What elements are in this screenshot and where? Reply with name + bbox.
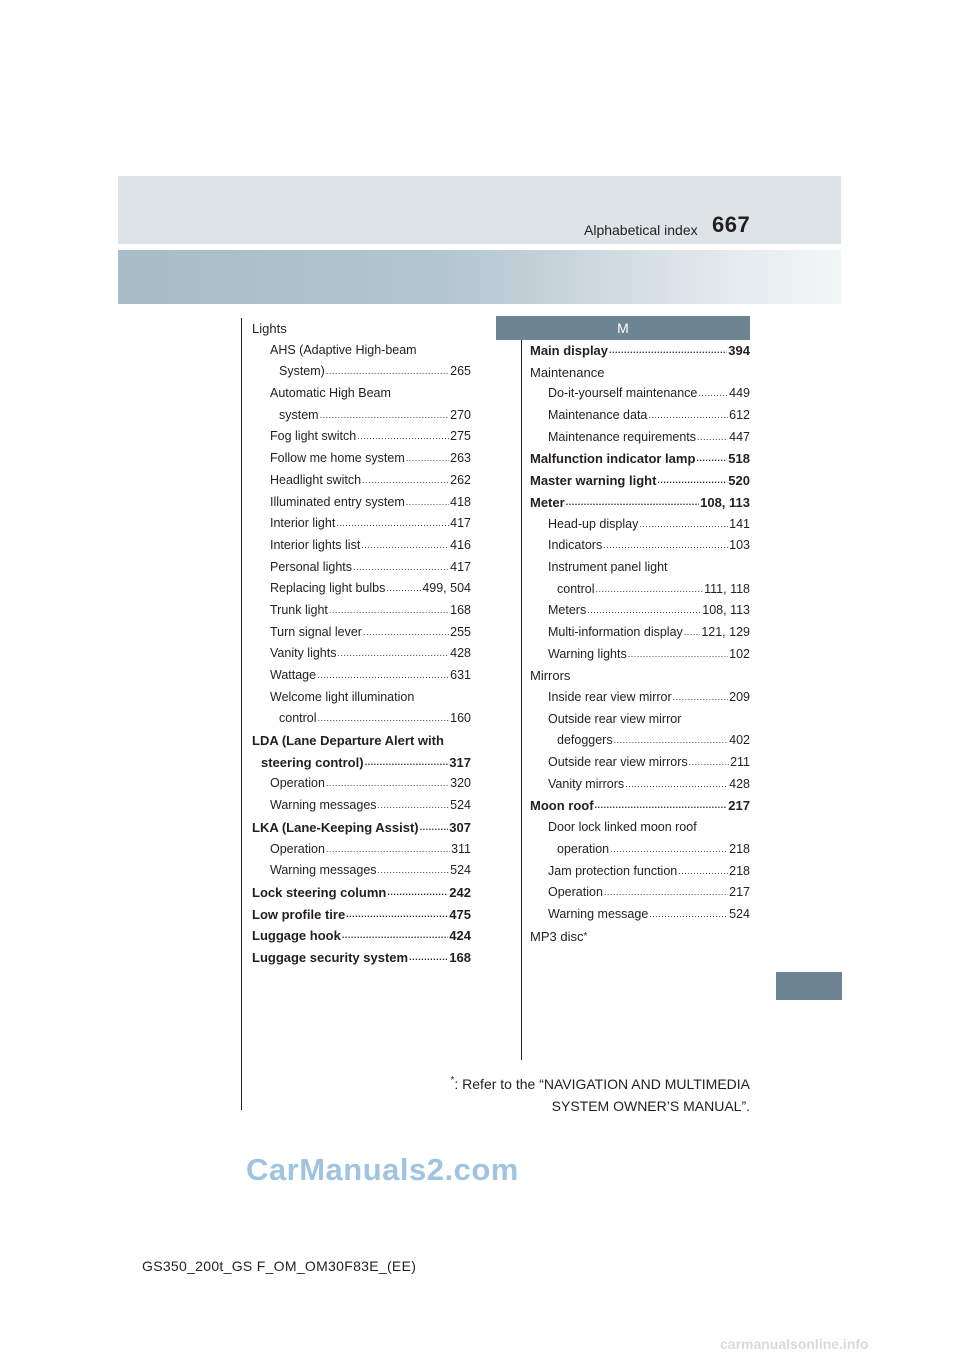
index-entry-page: 160: [450, 711, 471, 726]
index-entry-page: 102: [729, 646, 750, 661]
index-entry-page: 631: [450, 668, 471, 682]
index-entry-page: 317: [449, 754, 471, 770]
index-entry-page: 524: [450, 863, 471, 878]
index-entry-text: Do-it-yourself maintenance: [548, 386, 698, 401]
index-entry-page: 418: [450, 494, 471, 509]
index-entry: [252, 340, 471, 362]
site-watermark: carmanualsonline.info: [720, 1336, 869, 1352]
index-entry-text: Turn signal lever: [270, 624, 362, 639]
leader-dots: [378, 860, 450, 882]
index-entry-text: Lights: [252, 321, 287, 336]
index-entry-page: 428: [729, 776, 750, 791]
index-entry-page: 449: [729, 386, 750, 401]
index-entry: [530, 340, 750, 362]
index-entry-text: Operation: [270, 776, 325, 791]
index-entry-page: 524: [729, 906, 750, 921]
footnote-line-2: SYSTEM OWNER’S MANUAL”.: [551, 1098, 750, 1114]
index-entry: [252, 578, 471, 600]
index-entry-page: 111, 118: [704, 581, 750, 596]
index-entry: [252, 904, 471, 926]
leader-dots: [609, 340, 727, 362]
page-number: 667: [712, 212, 751, 237]
leader-dots: [320, 405, 450, 427]
index-entry-text: Welcome light illumination: [270, 689, 415, 704]
index-entry-page: 103: [729, 538, 750, 553]
index-entry-text: AHS (Adaptive High-beam: [270, 342, 417, 357]
index-entry: [530, 839, 750, 861]
index-entry: [530, 774, 750, 796]
index-entry: [252, 318, 471, 340]
index-entry-text: Jam protection function: [548, 863, 678, 878]
index-entry-text: Warning message: [548, 906, 649, 921]
index-entry-page: 265: [450, 364, 471, 379]
index-entry-page: 416: [450, 537, 471, 552]
leader-dots: [628, 644, 728, 666]
watermark-logo: CarManuals2.com: [246, 1152, 519, 1187]
index-entry-text: Luggage hook: [252, 928, 341, 944]
leader-dots: [678, 861, 728, 883]
document-code: GS350_200t_GS F_OM_OM30F83E_(EE): [142, 1258, 417, 1274]
index-entry-text: Interior lights list: [270, 537, 361, 552]
leader-dots: [657, 470, 727, 492]
index-entry-text: Door lock linked moon roof: [548, 820, 697, 835]
index-entry-page: 524: [450, 798, 471, 813]
leader-dots: [587, 600, 701, 622]
index-entry-text: Outside rear view mirror: [548, 711, 682, 726]
index-entry: [530, 926, 750, 948]
index-entry: [530, 882, 750, 904]
index-entry: [252, 708, 471, 730]
leader-dots: [420, 817, 449, 839]
index-entry-page: 168: [450, 602, 471, 617]
index-entry-text: Operation: [270, 841, 325, 856]
section-title: Alphabetical index: [584, 222, 698, 238]
index-entry: [252, 361, 471, 383]
index-entry: [530, 644, 750, 666]
index-entry-page: 141: [729, 516, 750, 531]
leader-dots: [326, 839, 450, 861]
index-entry-text: Warning messages: [270, 798, 377, 813]
index-entry-page: 218: [729, 863, 750, 878]
index-entry: [530, 514, 750, 536]
index-entry: [252, 470, 471, 492]
footnote: [380, 1070, 750, 1117]
index-entry: [252, 622, 471, 644]
index-entry-text: System): [279, 364, 325, 379]
leader-dots: [357, 426, 449, 448]
index-entry-text: Head-up display: [548, 516, 639, 531]
leader-dots: [673, 687, 729, 709]
middle-column-rule: [521, 340, 522, 1060]
leader-dots: [362, 470, 449, 492]
leader-dots: [336, 513, 449, 535]
leader-dots: [698, 383, 728, 405]
leader-dots: [361, 535, 449, 557]
leader-dots: [625, 774, 728, 796]
leader-dots: [610, 839, 728, 861]
index-entry: [530, 817, 750, 839]
index-entry-page: 320: [450, 776, 471, 791]
index-entry: [252, 426, 471, 448]
index-entry-text: Main display: [530, 343, 609, 358]
index-entry-page: 612: [729, 408, 750, 423]
index-entry: [252, 665, 471, 687]
leader-dots: [603, 535, 728, 557]
leader-dots: [684, 622, 701, 644]
leader-dots: [649, 904, 728, 926]
leader-dots: [318, 708, 450, 730]
index-entry-page: 211: [730, 755, 750, 770]
index-entry: [252, 860, 471, 882]
asterisk-marker: *: [583, 930, 588, 942]
leader-dots: [386, 578, 421, 600]
index-entry-page: 402: [729, 733, 750, 748]
index-entry-text: Fog light switch: [270, 429, 357, 444]
leader-dots: [614, 730, 729, 752]
leader-dots: [317, 665, 449, 687]
index-entry: [252, 492, 471, 514]
index-entry-page: 447: [729, 429, 750, 444]
index-entry-text: Replacing light bulbs: [270, 581, 386, 596]
index-entry-text: Meters: [548, 603, 587, 618]
leader-dots: [365, 752, 449, 774]
index-entry: [530, 535, 750, 557]
leader-dots: [604, 882, 728, 904]
index-entry: [530, 861, 750, 883]
left-column-rule: [241, 318, 242, 1110]
footnote-marker: *: [450, 1075, 455, 1086]
index-entry: [530, 579, 750, 601]
index-entry-text: steering control): [261, 754, 364, 770]
index-entry-page: 394: [728, 343, 750, 358]
index-entry: [530, 600, 750, 622]
index-entry-text: Instrument panel light: [548, 559, 668, 574]
index-entry-page: 311: [451, 841, 471, 856]
leader-dots: [326, 361, 449, 383]
index-entry: [252, 839, 471, 861]
leader-dots: [596, 579, 704, 601]
index-entry-text: Meter: [530, 494, 565, 510]
index-entry: [530, 448, 750, 470]
leader-dots: [648, 405, 728, 427]
index-entry-page: 417: [450, 516, 471, 531]
index-entry-page: 428: [450, 646, 471, 661]
index-entry-text: Vanity mirrors: [548, 776, 625, 791]
header-gradient-band: [118, 250, 841, 304]
section-letter-header: M: [496, 316, 750, 340]
index-entry-text: LDA (Lane Departure Alert with: [252, 733, 444, 749]
index-entry-text: LKA (Lane-Keeping Assist): [252, 819, 419, 835]
index-entry-text: Maintenance data: [548, 408, 648, 423]
index-entry-page: 520: [728, 473, 750, 489]
leader-dots: [639, 514, 728, 536]
index-entry-page: 242: [449, 884, 471, 900]
index-entry-text: Indicators: [548, 538, 603, 553]
index-entry: [252, 947, 471, 969]
leader-dots: [566, 492, 699, 514]
leader-dots: [696, 448, 727, 470]
index-entry: [252, 513, 471, 535]
index-entry: [530, 557, 750, 579]
index-entry-text: defoggers: [557, 733, 613, 748]
footnote-line-1: : Refer to the “NAVIGATION AND MULTIMEDIA: [454, 1076, 750, 1092]
index-entry: [252, 643, 471, 665]
index-entry-text: Maintenance: [530, 364, 605, 380]
index-entry-text: Mirrors: [530, 668, 571, 684]
leader-dots: [363, 622, 449, 644]
index-entry-text: Operation: [548, 885, 603, 900]
index-entry-text: MP3 disc: [530, 928, 584, 944]
index-column-left: [252, 318, 471, 969]
index-entry-text: Luggage security system: [252, 949, 409, 965]
index-entry-page: 255: [450, 624, 471, 639]
index-entry-page: 270: [450, 407, 471, 422]
index-entry: [530, 752, 750, 774]
index-entry-text: Inside rear view mirror: [548, 690, 672, 704]
index-entry-page: 217: [728, 798, 750, 814]
index-entry: [530, 622, 750, 644]
index-entry: [252, 925, 471, 947]
index-entry: [530, 405, 750, 427]
leader-dots: [689, 752, 729, 774]
index-entry-text: Multi-information display: [548, 624, 683, 639]
index-entry-page: 168: [449, 949, 471, 965]
leader-dots: [406, 448, 449, 470]
index-entry-text: operation: [557, 841, 610, 856]
index-entry: [530, 709, 750, 731]
index-entry-text: system: [279, 407, 319, 422]
leader-dots: [595, 795, 728, 817]
index-entry-page: 499, 504: [422, 581, 471, 596]
index-entry-text: Automatic High Beam: [270, 386, 391, 401]
index-entry-page: 307: [449, 819, 471, 835]
leader-dots: [406, 492, 449, 514]
index-entry: [530, 383, 750, 405]
leader-dots: [697, 427, 728, 449]
index-column-right: [530, 340, 750, 947]
index-entry-page: 108, 113: [702, 603, 750, 618]
index-entry-page: 209: [729, 690, 750, 704]
index-entry-text: Warning messages: [270, 863, 377, 878]
index-entry-text: Illuminated entry system: [270, 494, 405, 509]
index-entry-page: 262: [450, 472, 471, 487]
index-entry: [252, 882, 471, 904]
index-entry: [252, 405, 471, 427]
index-entry-text: control: [557, 581, 595, 596]
index-entry-page: 217: [729, 885, 750, 900]
index-entry: [530, 730, 750, 752]
leader-dots: [353, 557, 449, 579]
index-entry-text: control: [279, 711, 317, 726]
index-entry-text: Follow me home system: [270, 451, 405, 466]
index-entry: [252, 600, 471, 622]
leader-dots: [387, 882, 448, 904]
index-entry: [252, 557, 471, 579]
index-entry-page: 424: [449, 928, 471, 944]
index-entry-text: Outside rear view mirrors: [548, 755, 688, 770]
index-entry: [530, 427, 750, 449]
index-entry: [252, 795, 471, 817]
index-entry-page: 263: [450, 451, 471, 466]
index-entry: [530, 492, 750, 514]
thumb-index-tab: [776, 972, 842, 1000]
index-entry-text: Trunk light: [270, 602, 328, 617]
index-entry: [252, 773, 471, 795]
index-entry-page: 121, 129: [701, 624, 750, 639]
index-entry: [252, 448, 471, 470]
index-entry-text: Maintenance requirements: [548, 429, 696, 444]
leader-dots: [337, 643, 449, 665]
leader-dots: [409, 947, 448, 969]
index-entry-text: Personal lights: [270, 559, 352, 574]
leader-dots: [342, 925, 448, 947]
index-entry-text: Low profile tire: [252, 906, 346, 922]
index-entry-page: 218: [729, 841, 750, 856]
index-entry-page: 518: [728, 451, 750, 467]
index-entry: [530, 795, 750, 817]
leader-dots: [329, 600, 449, 622]
index-entry-page: 417: [450, 559, 471, 574]
index-entry-text: Master warning light: [530, 473, 657, 489]
index-entry-text: Malfunction indicator lamp: [530, 451, 696, 467]
index-entry: [252, 730, 471, 752]
index-entry-text: Interior light: [270, 516, 336, 531]
index-entry: [252, 817, 471, 839]
index-entry: [252, 383, 471, 405]
index-entry: [530, 362, 750, 384]
index-entry: [252, 535, 471, 557]
index-entry: [530, 665, 750, 687]
leader-dots: [346, 904, 448, 926]
index-entry-page: 475: [449, 906, 471, 922]
index-entry: [530, 687, 750, 709]
index-entry: [530, 904, 750, 926]
index-entry-text: Vanity lights: [270, 646, 337, 661]
leader-dots: [326, 773, 449, 795]
index-entry-text: Lock steering column: [252, 884, 387, 900]
index-entry-text: Warning lights: [548, 646, 627, 661]
index-entry-text: Headlight switch: [270, 472, 362, 487]
index-entry-page: 108, 113: [700, 494, 750, 510]
index-entry: [252, 752, 471, 774]
index-entry-page: 275: [450, 429, 471, 444]
index-entry: [530, 470, 750, 492]
leader-dots: [378, 795, 450, 817]
index-entry: [252, 687, 471, 709]
index-entry-text: Moon roof: [530, 798, 594, 814]
index-entry-text: Wattage: [270, 668, 317, 682]
